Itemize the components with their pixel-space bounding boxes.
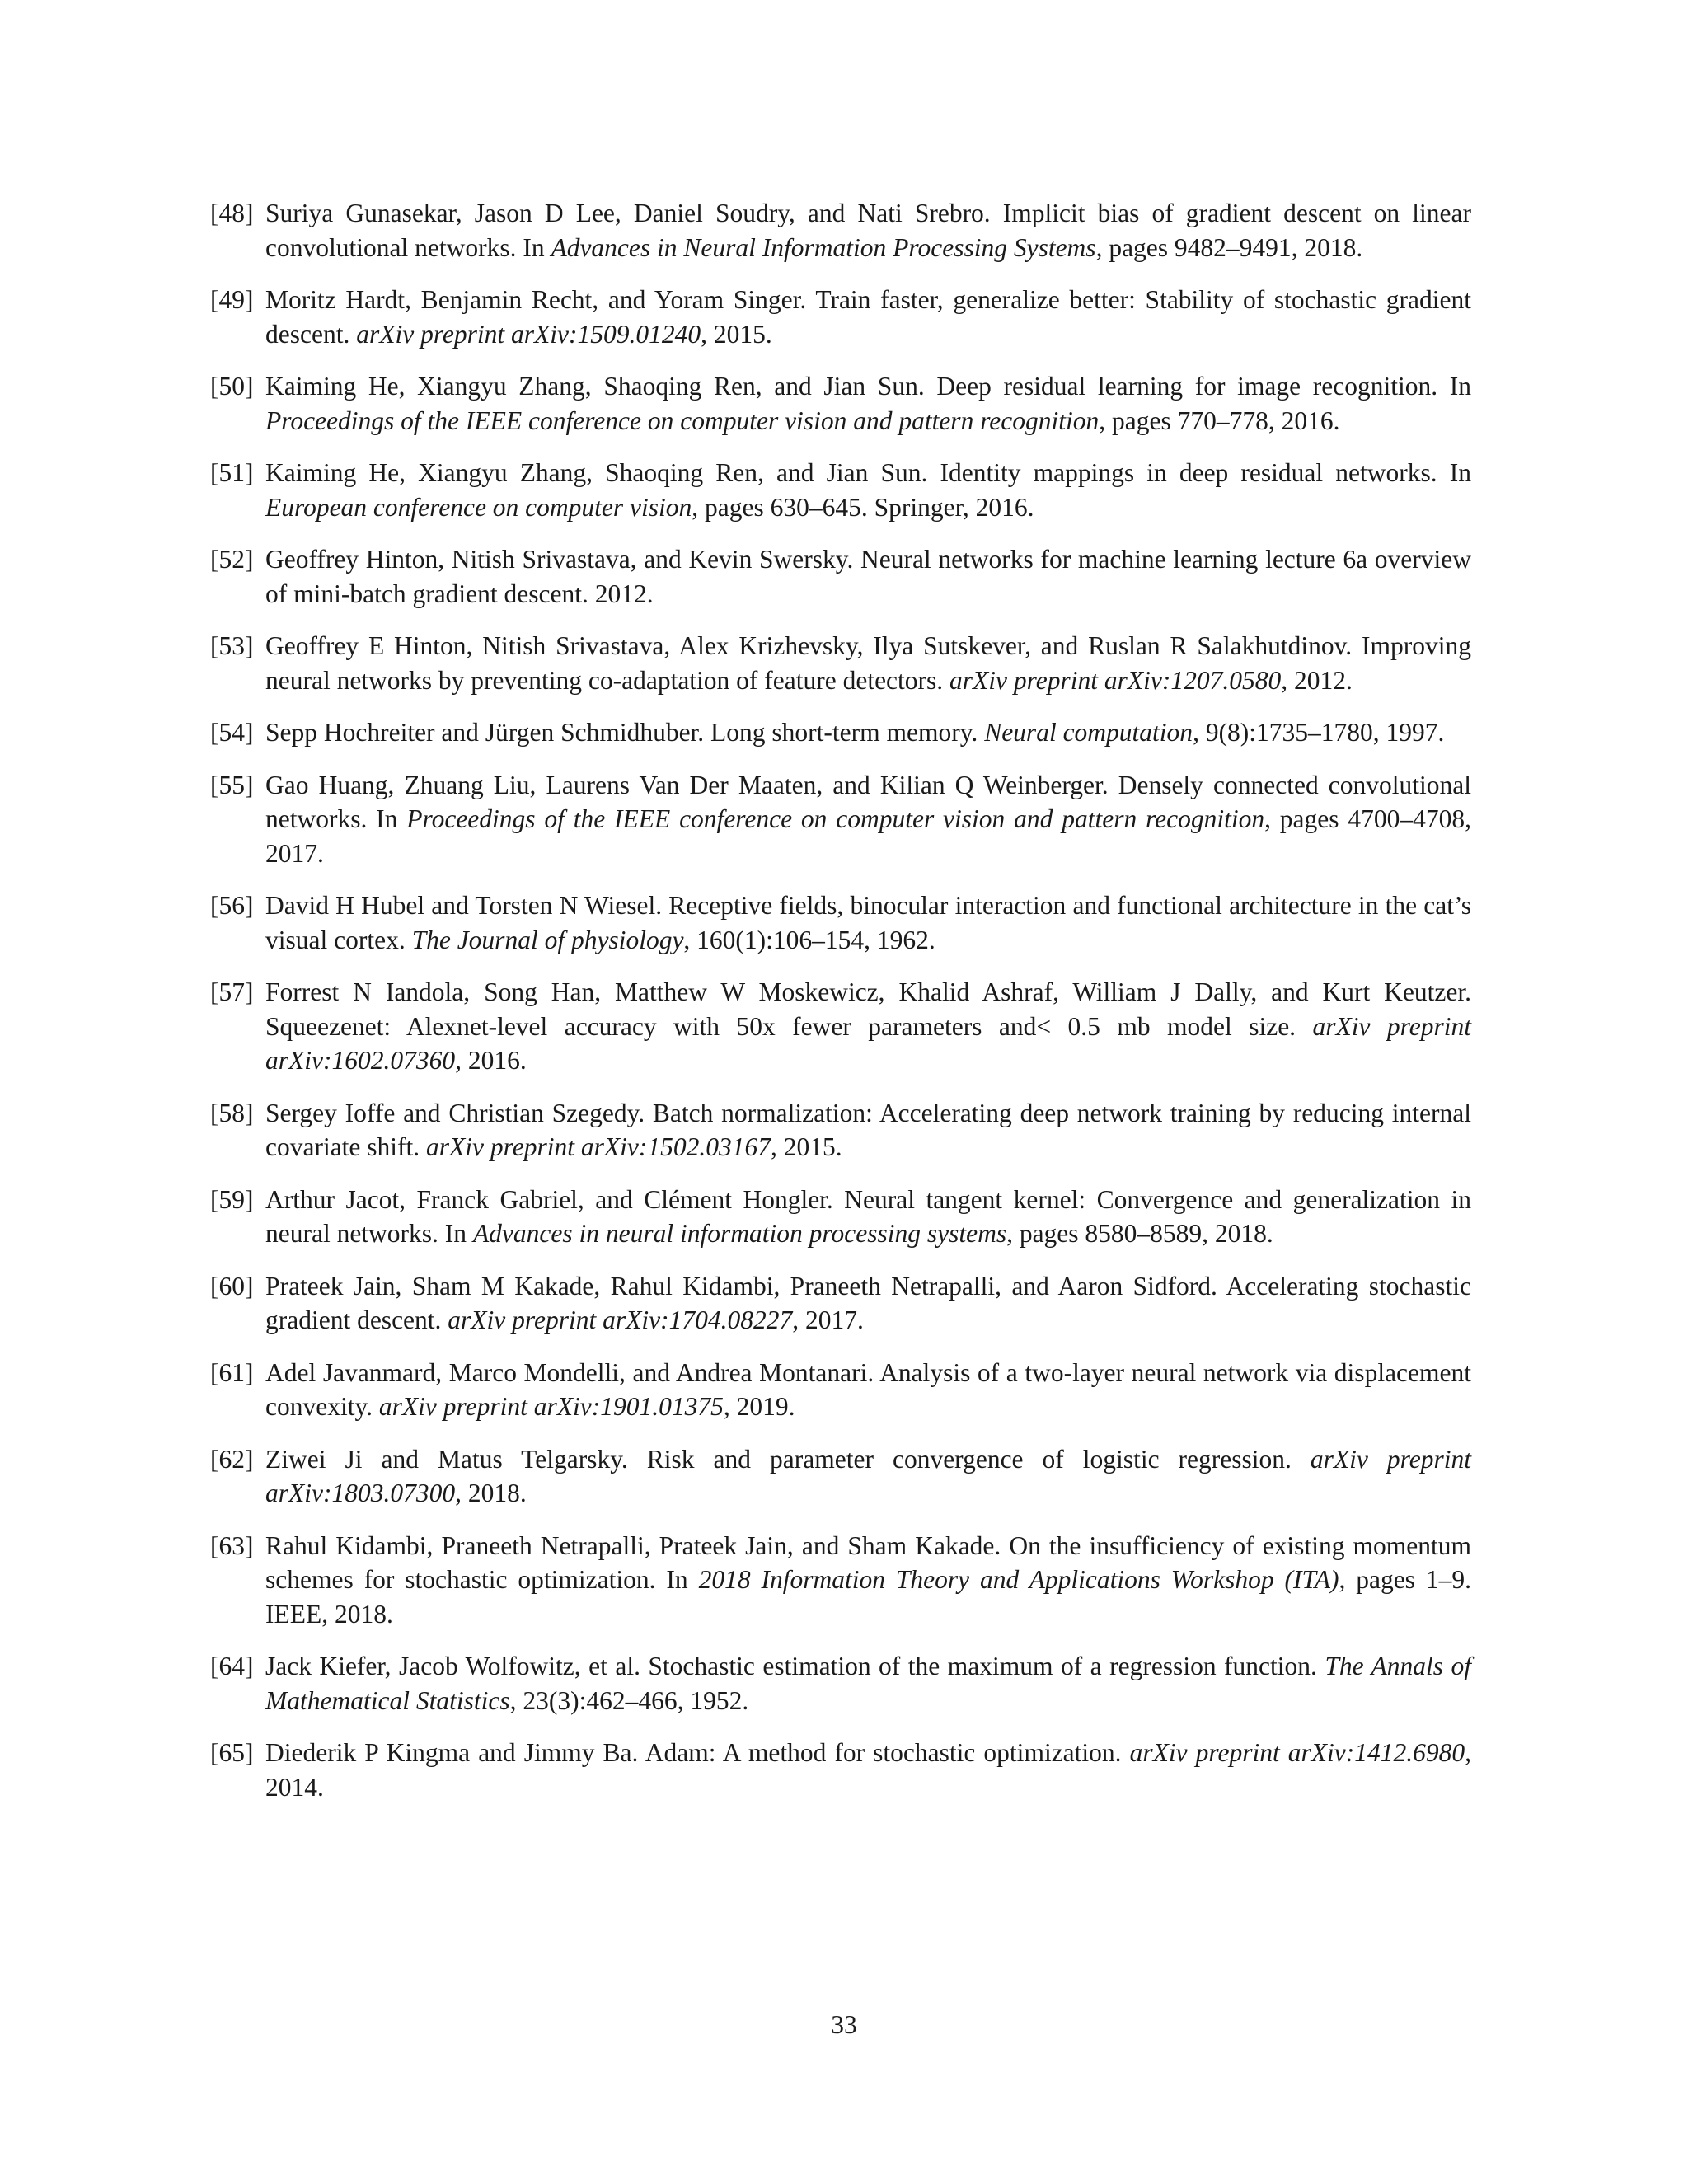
- reference-authors-title: Kaiming He, Xiangyu Zhang, Shaoqing Ren, and Jian Sun. Deep residual learning for image recognition. In: [265, 372, 1471, 401]
- reference-authors-title: Diederik P Kingma and Jimmy Ba. Adam: A method for stochastic optimization.: [265, 1738, 1130, 1767]
- reference-number: [64]: [210, 1652, 254, 1680]
- reference-details: , 2015.: [701, 319, 772, 349]
- reference-venue: arXiv preprint arXiv:1803.07300: [265, 1444, 1471, 1507]
- reference-venue: arXiv preprint arXiv:1602.07360: [265, 1011, 1471, 1075]
- reference-item: [210, 369, 1471, 438]
- reference-venue: European conference on computer vision: [265, 492, 692, 522]
- reference-authors-title: Forrest N Iandola, Song Han, Matthew W Moskewicz, Khalid Ashraf, William J Dally, and Kurt Keutzer. Squeezenet: Alexnet-level accuracy with 50x fewer parameters and< 0.5 mb model size.: [265, 977, 1471, 1041]
- reference-number: [57]: [210, 977, 254, 1006]
- reference-details: , pages 9482–9491, 2018.: [1095, 232, 1363, 262]
- reference-number: [56]: [210, 891, 254, 920]
- reference-number: [53]: [210, 631, 254, 660]
- reference-details: , 9(8):1735–1780, 1997.: [1193, 718, 1445, 747]
- reference-authors-title: Jack Kiefer, Jacob Wolfowitz, et al. Stochastic estimation of the maximum of a regression function.: [265, 1652, 1325, 1680]
- reference-details: , 2014.: [265, 1738, 1471, 1802]
- reference-item: [210, 456, 1471, 524]
- reference-item: [210, 768, 1471, 871]
- reference-details: , 2015.: [770, 1132, 842, 1161]
- reference-details: , 2019.: [723, 1392, 795, 1421]
- reference-text: [265, 542, 1471, 611]
- reference-number: [48]: [210, 199, 254, 227]
- reference-number: [62]: [210, 1444, 254, 1474]
- page-number: 33: [831, 2010, 857, 2039]
- reference-text: [265, 196, 1471, 265]
- reference-text: [265, 1096, 1471, 1165]
- reference-number: [58]: [210, 1098, 254, 1127]
- reference-authors-title: Geoffrey Hinton, Nitish Srivastava, and Kevin Swersky. Neural networks for machine learning lecture 6a overview of mini-batch gradient descent. 2012.: [265, 545, 1471, 608]
- reference-authors-title: Ziwei Ji and Matus Telgarsky. Risk and parameter convergence of logistic regression.: [265, 1444, 1311, 1474]
- reference-details: , 2018.: [455, 1479, 527, 1507]
- reference-text: [265, 1442, 1471, 1511]
- reference-item: [210, 1183, 1471, 1251]
- reference-authors-title: Prateek Jain, Sham M Kakade, Rahul Kidambi, Praneeth Netrapalli, and Aaron Sidford. Accelerating stochastic gradient descent.: [265, 1271, 1471, 1334]
- reference-text: [265, 629, 1471, 697]
- reference-authors-title: Rahul Kidambi, Praneeth Netrapalli, Prateek Jain, and Sham Kakade. On the insufficiency of existing momentum schemes for stochastic optimization. In: [265, 1530, 1471, 1594]
- reference-venue: arXiv preprint arXiv:1704.08227: [448, 1305, 793, 1334]
- reference-item: [210, 1529, 1471, 1632]
- reference-number: [61]: [210, 1357, 254, 1387]
- reference-item: [210, 1356, 1471, 1424]
- reference-item: [210, 975, 1471, 1078]
- reference-number: [50]: [210, 372, 254, 401]
- reference-details: , 2016.: [455, 1046, 527, 1075]
- reference-number: [63]: [210, 1530, 254, 1560]
- reference-venue: arXiv preprint arXiv:1502.03167: [426, 1132, 771, 1161]
- reference-authors-title: Sepp Hochreiter and Jürgen Schmidhuber. Long short-term memory.: [265, 718, 985, 747]
- reference-venue: The Journal of physiology: [411, 925, 684, 954]
- reference-number: [49]: [210, 285, 254, 314]
- reference-venue: arXiv preprint arXiv:1207.0580: [950, 665, 1282, 695]
- reference-authors-title: Moritz Hardt, Benjamin Recht, and Yoram Singer. Train faster, generalize better: Stability of stochastic gradient descent.: [265, 285, 1471, 349]
- reference-item: [210, 629, 1471, 697]
- reference-text: [265, 1183, 1471, 1251]
- reference-text: [265, 283, 1471, 351]
- reference-item: [210, 888, 1471, 957]
- reference-details: , pages 8580–8589, 2018.: [1006, 1219, 1273, 1248]
- reference-venue: arXiv preprint arXiv:1901.01375: [378, 1392, 724, 1421]
- reference-authors-title: Gao Huang, Zhuang Liu, Laurens Van Der Maaten, and Kilian Q Weinberger. Densely connected convolutional networks. In: [265, 770, 1471, 833]
- reference-authors-title: Arthur Jacot, Franck Gabriel, and Clément Hongler. Neural tangent kernel: Convergence and generalization in neural networks. In: [265, 1184, 1471, 1248]
- reference-number: [52]: [210, 545, 254, 574]
- reference-venue: 2018 Information Theory and Applications Workshop (ITA): [698, 1565, 1339, 1594]
- reference-details: , 23(3):462–466, 1952.: [509, 1685, 749, 1715]
- reference-details: , pages 4700–4708, 2017.: [265, 804, 1471, 868]
- reference-venue: Neural computation: [984, 718, 1193, 747]
- reference-authors-title: Kaiming He, Xiangyu Zhang, Shaoqing Ren, and Jian Sun. Identity mappings in deep residual networks. In: [265, 458, 1471, 487]
- reference-item: [210, 1269, 1471, 1338]
- reference-text: [265, 888, 1471, 957]
- reference-authors-title: David H Hubel and Torsten N Wiesel. Receptive fields, binocular interaction and functional architecture in the cat’s visual cortex.: [265, 891, 1471, 954]
- reference-details: , 2012.: [1281, 665, 1353, 695]
- reference-text: [265, 1529, 1471, 1632]
- reference-details: , pages 770–778, 2016.: [1099, 405, 1340, 435]
- reference-number: [55]: [210, 770, 254, 799]
- reference-item: [210, 196, 1471, 265]
- reference-item: [210, 1442, 1471, 1511]
- reference-venue: Advances in neural information processing systems: [472, 1219, 1007, 1248]
- reference-list: [210, 196, 1471, 1822]
- reference-item: [210, 1736, 1471, 1804]
- reference-authors-title: Geoffrey E Hinton, Nitish Srivastava, Alex Krizhevsky, Ilya Sutskever, and Ruslan R Salakhutdinov. Improving neural networks by preventing co-adaptation of feature detectors.: [265, 631, 1471, 695]
- reference-text: [265, 1269, 1471, 1338]
- reference-venue: Proceedings of the IEEE conference on computer vision and pattern recognition: [265, 405, 1100, 435]
- reference-item: [210, 283, 1471, 351]
- reference-number: [54]: [210, 718, 254, 747]
- reference-venue: The Annals of Mathematical Statistics: [265, 1652, 1472, 1715]
- reference-details: , 2017.: [792, 1305, 864, 1334]
- reference-venue: Proceedings of the IEEE conference on computer vision and pattern recognition: [406, 804, 1265, 833]
- reference-text: [265, 1736, 1471, 1804]
- reference-number: [59]: [210, 1184, 254, 1214]
- reference-text: [265, 1356, 1471, 1424]
- reference-text: [265, 975, 1471, 1078]
- reference-text: [265, 456, 1471, 524]
- reference-details: , pages 1–9. IEEE, 2018.: [265, 1565, 1471, 1629]
- reference-venue: arXiv preprint arXiv:1509.01240: [356, 319, 701, 349]
- reference-number: [51]: [210, 458, 254, 487]
- reference-venue: Advances in Neural Information Processing Systems: [551, 232, 1096, 262]
- reference-authors-title: Suriya Gunasekar, Jason D Lee, Daniel Soudry, and Nati Srebro. Implicit bias of gradient descent on linear convolutional networks. In: [265, 199, 1471, 262]
- reference-text: [265, 1649, 1471, 1718]
- reference-details: , pages 630–645. Springer, 2016.: [692, 492, 1034, 522]
- reference-details: , 160(1):106–154, 1962.: [683, 925, 935, 954]
- reference-item: [210, 542, 1471, 611]
- reference-item: [210, 1649, 1471, 1718]
- reference-number: [60]: [210, 1271, 254, 1301]
- reference-item: [210, 715, 1471, 750]
- reference-item: [210, 1096, 1471, 1165]
- reference-text: [265, 369, 1471, 438]
- reference-authors-title: Sergey Ioffe and Christian Szegedy. Batch normalization: Accelerating deep network training by reducing internal covariate shift.: [265, 1098, 1471, 1161]
- reference-authors-title: Adel Javanmard, Marco Mondelli, and Andrea Montanari. Analysis of a two-layer neural network via displacement convexity.: [265, 1357, 1471, 1421]
- reference-venue: arXiv preprint arXiv:1412.6980: [1129, 1738, 1465, 1767]
- reference-text: [265, 715, 1471, 750]
- reference-number: [65]: [210, 1738, 254, 1767]
- reference-text: [265, 768, 1471, 871]
